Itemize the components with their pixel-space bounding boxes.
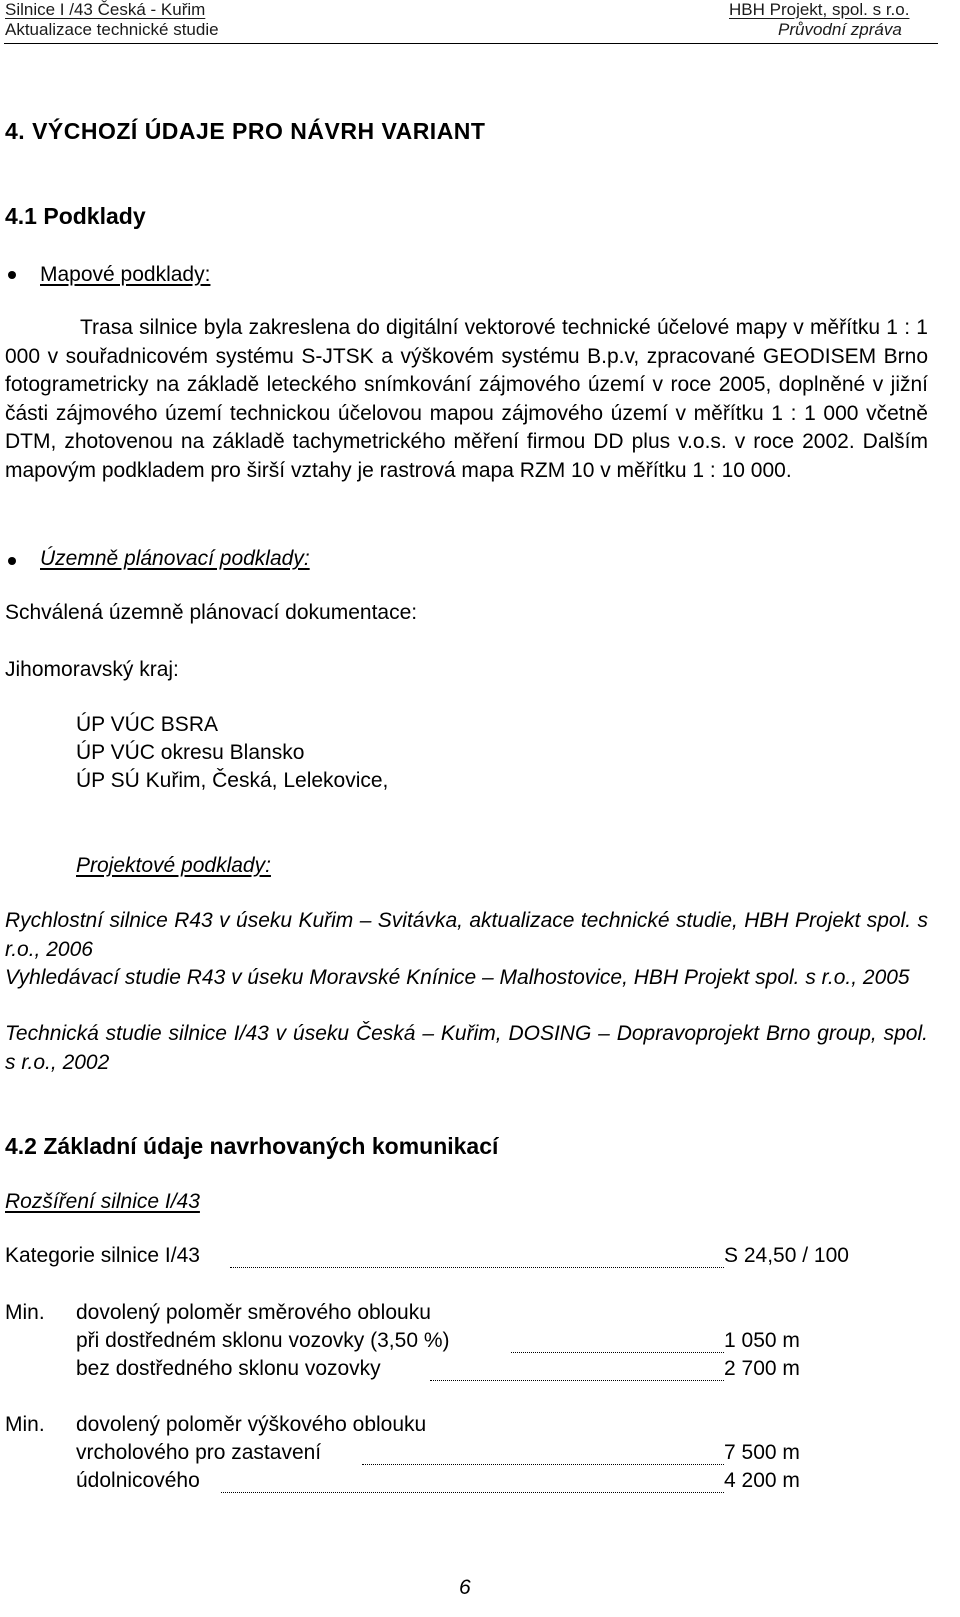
vertical-sag-value: 4 200 m [724, 1469, 800, 1492]
project-sources-heading: Projektové podklady: [76, 854, 271, 877]
min-label: Min. [5, 1413, 45, 1436]
region-label: Jihomoravský kraj: [5, 658, 179, 681]
chapter-title: 4. VÝCHOZÍ ÚDAJE PRO NÁVRH VARIANT [5, 118, 486, 144]
page-number: 6 [459, 1576, 471, 1599]
leader-dots [230, 1267, 724, 1268]
header-project-name: Silnice I /43 Česká - Kuřim [5, 0, 206, 19]
vertical-crest-label: vrcholového pro zastavení [76, 1441, 322, 1464]
plan-item: ÚP VÚC okresu Blansko [76, 741, 305, 764]
header-report-title: Průvodní zpráva [778, 20, 902, 39]
leader-dots [221, 1492, 724, 1493]
project-reference: Rychlostní silnice R43 v úseku Kuřim – Svitávka, aktualizace technické studie, HBH Projekt spol. s r.o., 2006 [5, 909, 928, 961]
section-4-2-title: 4.2 Základní údaje navrhovaných komunikací [5, 1133, 499, 1159]
min-label: Min. [5, 1301, 45, 1324]
map-sources-heading: Mapové podklady: [40, 263, 211, 286]
horizontal-radius-superelevated-label: při dostředném sklonu vozovky (3,50 %) [76, 1329, 450, 1352]
header-document-type: Aktualizace technické studie [5, 20, 219, 39]
plan-item: ÚP VÚC BSRA [76, 713, 218, 736]
bullet-planning [8, 557, 16, 565]
approved-documentation-label: Schválená územně plánovací dokumentace: [5, 601, 418, 624]
plan-item: ÚP SÚ Kuřim, Česká, Lelekovice, [76, 769, 389, 792]
category-label: Kategorie silnice I/43 [5, 1244, 200, 1267]
project-reference: Vyhledávací studie R43 v úseku Moravské Knínice – Malhostovice, HBH Projekt spol. s r.o., 2005 [5, 966, 910, 989]
leader-dots [511, 1352, 724, 1353]
vertical-crest-value: 7 500 m [724, 1441, 800, 1464]
header-divider [4, 43, 938, 44]
header-company: HBH Projekt, spol. s r.o. [729, 0, 910, 19]
section-4-1-title: 4.1 Podklady [5, 203, 146, 229]
category-value: S 24,50 / 100 [724, 1244, 849, 1267]
project-reference: Technická studie silnice I/43 v úseku Česká – Kuřim, DOSING – Dopravoprojekt Brno group, spol. s r.o., 2002 [5, 1022, 928, 1074]
bullet-map [8, 271, 16, 279]
planning-sources-heading: Územně plánovací podklady: [40, 547, 310, 570]
leader-dots [362, 1464, 724, 1465]
map-sources-paragraph: Trasa silnice byla zakreslena do digitální vektorové technické účelové mapy v měřítku 1 : 1 000 v souřadnicovém systému S-JTSK a výškovém systému B.p.v, zpracované GEODISEM Brno fotogrametricky na základě leteckého snímkování zájmového území v roce 2005, doplněné v jižní části zájmového území technickou účelovou mapou zájmového území v měřítku 1 : 1 000 včetně DTM, zhotovenou na základě tachymetrického měření firmou DD plus v.o.s. v roce 2002. Dalším mapovým podkladem pro širší vztahy je rastrová mapa RZM 10 v měřítku 1 : 10 000. [5, 316, 928, 482]
leader-dots [430, 1380, 724, 1381]
horizontal-radius-no-superelevation-value: 2 700 m [724, 1357, 800, 1380]
vertical-radius-title: dovolený poloměr výškového oblouku [76, 1413, 427, 1436]
vertical-sag-label: údolnicového [76, 1469, 200, 1492]
horizontal-radius-superelevated-value: 1 050 m [724, 1329, 800, 1352]
horizontal-radius-title: dovolený poloměr směrového oblouku [76, 1301, 431, 1324]
road-widening-heading: Rozšíření silnice I/43 [5, 1190, 200, 1213]
horizontal-radius-no-superelevation-label: bez dostředného sklonu vozovky [76, 1357, 381, 1380]
